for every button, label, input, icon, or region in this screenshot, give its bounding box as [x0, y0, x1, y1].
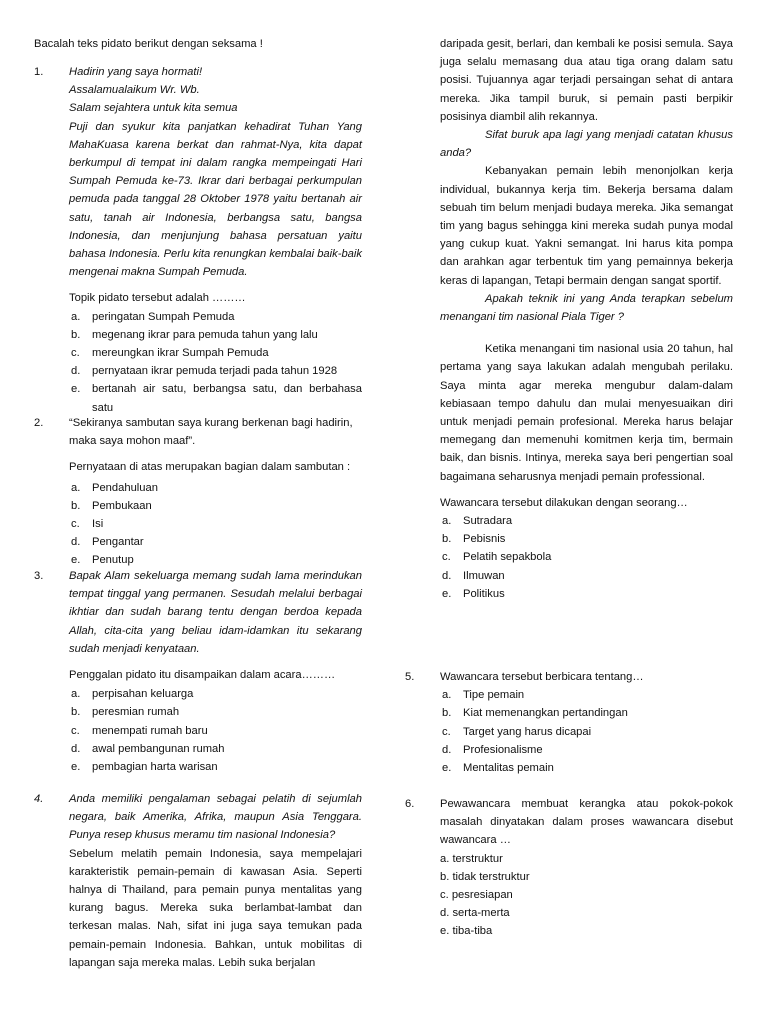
question-number: 2. — [34, 417, 44, 429]
options-list — [69, 479, 362, 570]
option-a[interactable]: a. Tipe pemain — [442, 689, 525, 702]
interview-answer: daripada gesit, berlari, dan kembali ke posisi semula. Saya juga selalu memasang dua atau tiga orang dalam satu posisi. Tujuannya agar terjadi persaingan sehat di antara mereka. Jika tampil buruk, si pemain pasti berpikir posisinya diambil alih rekannya. — [440, 38, 733, 123]
options-list — [440, 512, 733, 603]
option-e[interactable]: e. Penutup — [71, 554, 134, 567]
interview-question: Sifat buruk apa lagi yang menjadi catatan khusus anda? — [440, 129, 733, 160]
question-4-continued — [440, 35, 733, 603]
speech-paragraph: Puji dan syukur kita panjatkan kehadirat Tuhan Yang MahaKuasa karena berkat dan rahmat-Nya, kita dapat berkumpul di tempat ini dalam rangka mempeingati Hari Sumpah Pemuda ke-73. Ikrar dari berbagai perkumpulan pemuda pada tanggal 28 Oktober 1978 yaitu bertanah air satu, tanah air Indonesia, berbangsa satu, bangsa Indonesia, dan menjunjung bahasa persatuan yaitu bahasa Indonesia. Perlu kita renungkan kembalai baik-baik mengenai makna Sumpah Pemuda. — [69, 120, 362, 279]
options-list — [440, 850, 733, 941]
option-b[interactable]: b. peresmian rumah — [71, 706, 180, 719]
option-b[interactable]: b. Pembukaan — [71, 499, 152, 512]
speech-paragraph: Bapak Alam sekeluarga memang sudah lama merindukan tempat tinggal yang permanen. Sesudah melalui berbagai ikhtiar dan sudah barang tentu dengan berdoa kepada Allah, cita-cita yang beliau idam-idamkan itu sekarang sudah menjadi kenyataan. — [69, 570, 362, 655]
option-e[interactable]: e. Politikus — [442, 587, 505, 600]
question-number: 1. — [34, 66, 44, 78]
option-e[interactable]: e. pembagian harta warisan — [71, 761, 218, 774]
quote-text: “Sekiranya sambutan saya kurang berkenan bagi hadirin, maka saya mohon maaf”. — [69, 417, 353, 448]
option-a[interactable]: a. perpisahan keluarga — [71, 688, 194, 701]
option-b[interactable]: b. megenang ikrar para pemuda tahun yang lalu — [71, 328, 318, 341]
option-c[interactable]: c. pesresiapan — [440, 889, 513, 902]
option-d[interactable]: d. pernyataan ikrar pemuda terjadi pada tahun 1928 — [71, 365, 338, 378]
question-text: Topik pidato tersebut adalah ……… — [69, 292, 246, 305]
interview-question: Anda memiliki pengalaman sebagai pelatih di sejumlah negara, baik Amerika, Afrika, maupun Asia Tenggara. Punya resep khusus meramu tim nasional Indonesia? — [69, 793, 362, 842]
question-number: 6. — [405, 798, 415, 810]
question-3 — [34, 567, 362, 776]
interview-answer: Ketika menangani tim nasional usia 20 tahun, hal pertama yang saya lakukan adalah mengubah perilaku. Saya minta agar mereka mengubur dalam-dalam kebiasaan tempo dahulu dan mulai menyesuaikan diri untuk menjadi pemain profesional. Mereka harus belajar memegang dan memenuhi komitmen kerja tim, bermain baik, dan bisnis. Intinya, mereka saya beri pengertian soal bagaimana seharusnya menjadi pemain professional. — [440, 343, 733, 483]
question-5 — [405, 668, 733, 777]
options-list — [69, 685, 362, 776]
option-e[interactable]: e. tiba-tiba — [440, 925, 493, 938]
option-b[interactable]: b. Kiat memenangkan pertandingan — [442, 707, 628, 720]
option-a[interactable]: a. Sutradara — [442, 515, 513, 528]
question-1 — [34, 63, 362, 417]
option-a[interactable]: a. terstruktur — [440, 852, 503, 865]
option-d[interactable]: d. serta-merta — [440, 907, 510, 920]
option-a[interactable]: a. Pendahuluan — [71, 481, 158, 494]
greeting-line: Assalamualaikum Wr. Wb. — [69, 84, 200, 97]
option-e[interactable]: e. Mentalitas pemain — [442, 762, 554, 775]
question-number: 4. — [34, 793, 44, 805]
question-text: Pernyataan di atas merupakan bagian dalam sambutan : — [69, 461, 351, 474]
option-b[interactable]: b. tidak terstruktur — [440, 870, 530, 883]
option-a[interactable]: a. peringatan Sumpah Pemuda — [71, 310, 235, 323]
option-c[interactable]: c. Isi — [71, 518, 104, 531]
question-text: Pewawancara membuat kerangka atau pokok-pokok masalah dinyatakan dalam proses wawancara disebut wawancara … — [440, 798, 733, 847]
question-2 — [34, 414, 362, 570]
question-text: Penggalan pidato itu disampaikan dalam acara……… — [69, 669, 336, 682]
option-c[interactable]: c. mereungkan ikrar Sumpah Pemuda — [71, 347, 269, 360]
option-c[interactable]: c. Pelatih sepakbola — [442, 551, 552, 564]
question-6 — [405, 795, 733, 941]
question-number: 5. — [405, 671, 415, 683]
option-b[interactable]: b. Pebisnis — [442, 533, 506, 546]
option-c[interactable]: c. menempati rumah baru — [71, 724, 208, 737]
greeting-line: Salam sejahtera untuk kita semua — [69, 102, 238, 115]
options-list — [440, 686, 733, 777]
option-d[interactable]: d. awal pembangunan rumah — [71, 742, 225, 755]
question-4 — [34, 790, 362, 972]
greeting-line: Hadirin yang saya hormati! — [69, 66, 203, 78]
question-text: Wawancara tersebut dilakukan dengan seorang… — [440, 496, 688, 509]
interview-answer: Sebelum melatih pemain Indonesia, saya mempelajari karakteristik pemain-pemain di kawasan Asia. Seperti halnya di Thailand, para pemain punya mentalitas yang kurang bagus. Mereka suka berlambat-lambat dan terkesan malas. Nah, sifat ini juga saya temukan pada pemain-pemain Indonesia. Bahkan, untuk mobilitas di lapangan saja mereka malas. Lebih suka berjalan — [69, 847, 362, 969]
option-c[interactable]: c. Target yang harus dicapai — [442, 725, 592, 738]
interview-answer: Kebanyakan pemain lebih menonjolkan kerja individual, bukannya kerja tim. Bekerja bersama dalam sebuah tim belum menjadi budaya mereka. Jika semangat tim yang bagus sehingga kini mereka sudah punya modal yang cukup kuat. Yakni semangat. Ini harus kita pompa dan arahkan agar terbentuk tim yang pemainnya bekerja keras di lapangan, Tetapi bermain dengan sangat sportif. — [440, 165, 733, 287]
interview-question: Apakah teknik ini yang Anda terapkan sebelum menangani tim nasional Piala Tiger ? — [440, 292, 733, 324]
option-d[interactable]: d. Ilmuwan — [442, 569, 505, 582]
option-e[interactable]: e. bertanah air satu, berbangsa satu, dan berbahasa satu — [71, 383, 362, 414]
question-text: Wawancara tersebut berbicara tentang… — [440, 671, 644, 683]
instruction-text: Bacalah teks pidato berikut dengan seksama ! — [34, 38, 263, 50]
options-list — [69, 308, 362, 417]
option-d[interactable]: d. Profesionalisme — [442, 743, 543, 756]
option-d[interactable]: d. Pengantar — [71, 536, 144, 549]
question-number: 3. — [34, 570, 44, 582]
